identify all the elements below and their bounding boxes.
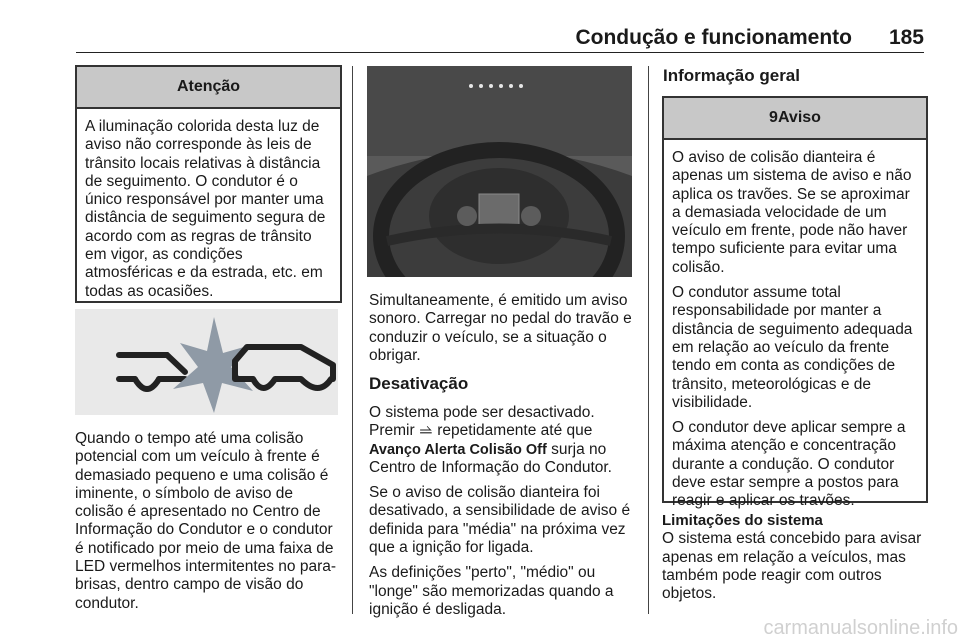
- limitations-text: O sistema está concebido para avisar apenas em relação a veículos, mas também pode reagir com outros objetos.: [662, 530, 922, 603]
- collision-body-text: Quando o tempo até uma colisão potencial com um veículo à frente é demasiado pequeno e uma colisão é iminente, o símbolo de aviso de colisão é apresentado no Centro de Informação do Condutor e o condutor é notificado por meio de uma faixa de LED vermelhos intermitentes no para-brisas, dentro campo de visão do condutor.: [75, 430, 337, 612]
- sensitivity-text: Se o aviso de colisão dianteira foi desativado, a sensibilidade de aviso é definida para "média" na próxima vez que a ignição for ligada.: [369, 484, 631, 557]
- page-number: 185: [888, 26, 924, 49]
- limitations-heading: Limitações do sistema: [662, 512, 823, 529]
- warning-paragraph-2: O condutor assume total responsabilidade por manter a distância de seguimento adequada em relação ao veículo da frente tendo em conta as condições de trânsito, meteorológicas e de visibilidade.: [672, 284, 913, 411]
- caution-box: [75, 65, 342, 303]
- column-divider-2: [648, 66, 649, 614]
- caution-title: Atenção: [77, 67, 340, 109]
- steering-wheel-button-icon: ⥬: [419, 422, 433, 440]
- warning-triangle-icon: 9: [769, 109, 778, 126]
- collision-warning-illustration: [75, 309, 338, 415]
- warning-sound-text: Simultaneamente, é emitido um aviso sonoro. Carregar no pedal do travão e conduzir o veículo, se a situação o obrigar.: [369, 292, 632, 364]
- page-header-title: Condução e funcionamento: [575, 26, 852, 49]
- avanco-alerta-label: Avanço Alerta Colisão Off: [369, 441, 547, 458]
- caution-text: A iluminação colorida desta luz de aviso não corresponde às leis de trânsito locais relativas à distância de seguimento. O condutor é o único responsável por manter uma distância de seguimento segura de acordo com as regras de trânsito em vigor, as condições atmosféricas e da estrada, etc. em todas as ocasiões.: [85, 118, 326, 300]
- dashboard-photo: [367, 66, 632, 277]
- header-rule: [76, 52, 924, 53]
- warning-box: [662, 96, 928, 510]
- collision-star-icon: [173, 317, 253, 413]
- warning-paragraph-1: O aviso de colisão dianteira é apenas um sistema de aviso e não aplica os travões. Se se aproximar a demasiada velocidade de um veículo em frente, pode não haver tempo suficiente para evitar uma colisão.: [672, 149, 912, 276]
- limitations-section: [662, 512, 932, 603]
- general-info-heading: Informação geral: [663, 66, 800, 85]
- warning-paragraph-3: O condutor deve aplicar sempre a máxima atenção e concentração durante a condução. O condutor deve estar sempre a postos para reagir e aplicar os travões.: [672, 419, 906, 510]
- deactivation-text-end: surja no Centro de Informação do Condutor.: [369, 440, 612, 476]
- warning-title: Aviso: [777, 109, 821, 126]
- deactivation-text-start: O sistema pode ser desactivado. Premir: [369, 404, 595, 440]
- memory-text: As definições "perto", "médio" ou "longe" são memorizadas quando a ignição é desligada.: [369, 564, 614, 618]
- warning-title-bar: [664, 98, 926, 140]
- deactivation-heading: Desativação: [369, 374, 469, 393]
- deactivation-text: [369, 404, 637, 626]
- watermark: carmanualsonline.info: [763, 617, 958, 639]
- deactivation-text-middle: repetidamente até que: [437, 422, 593, 440]
- column-divider-1: [352, 66, 353, 614]
